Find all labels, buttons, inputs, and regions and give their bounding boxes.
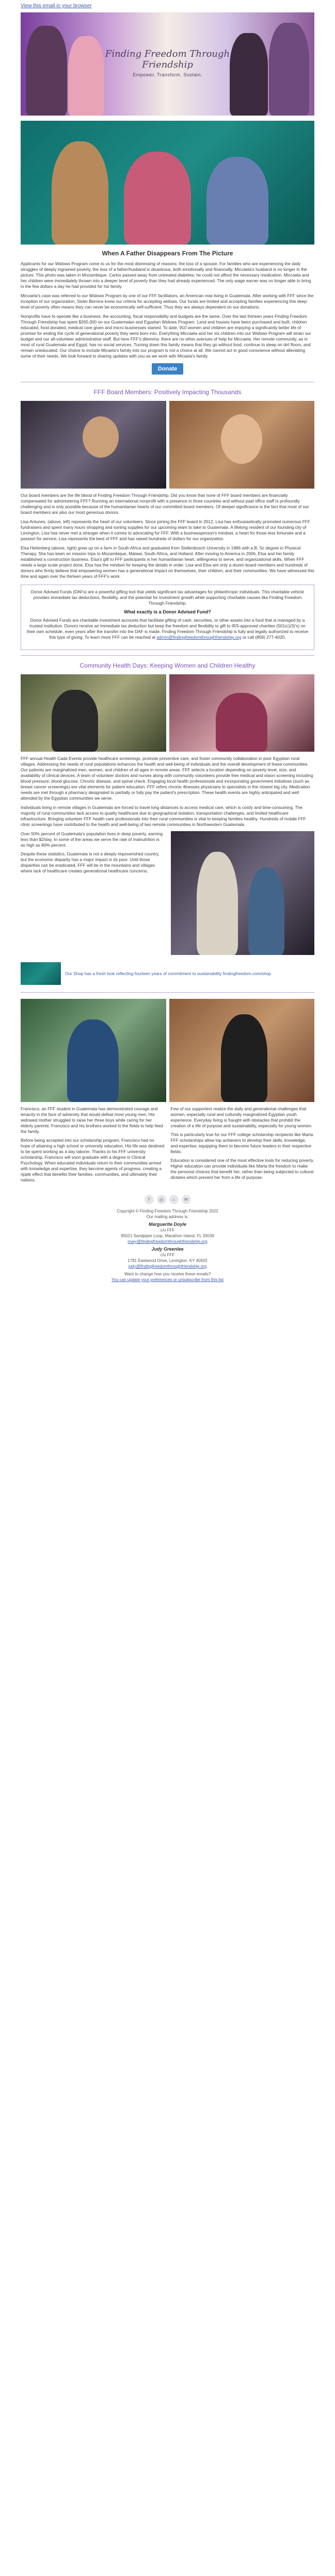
daf-phone: (859) 277-4020. bbox=[255, 635, 286, 640]
donor-advised-fund-box bbox=[21, 585, 314, 650]
daf-text: Donor Advised Funds are charitable investment accounts that facilitate gifting of cash, securities, or other assets into a fund that is managed by a trusted institution. Donors receive an immediate tax deduction but keep the freedom and flexibility to gift to IRS-approved charities (501(c)(3)'s) on their own schedule, even years after the transfer into the DAF is made. Finding Freedom Through Friendship is fully and legally authorized to receive this type of giving. To learn more FFF can be reached at bbox=[26, 618, 309, 640]
health-day-photo-1 bbox=[21, 674, 166, 752]
daf-paragraph bbox=[25, 618, 310, 640]
scholar-photo-row bbox=[21, 999, 314, 1102]
shop-callout[interactable] bbox=[21, 962, 314, 985]
footer-address: c/o FFF bbox=[160, 1253, 175, 1257]
footer-contact-name: Marguerite Doyle bbox=[148, 1222, 187, 1227]
story-4-paragraph: Before being accepted into our scholarship program, Francisco had no hope of attaining a high school or university education. His life was destined to be spent working as a day laborer. Thanks to his FFF university scholarship, Francisco will soon graduate with a degree in Clinical Psychology. When educated individuals return to their communities armed with knowledge and expertise, they become agents of progress, creating a ripple effect that benefits their families, communities, and ultimately their nations. bbox=[21, 1138, 165, 1182]
story-4-paragraph: Francisco, an FFF student in Guatemala has demonstrated courage and tenacity in the face of adversity that would defeat most young men. His widowed mother struggled to raise her three boys while caring for her elderly parents. Francisco and his brothers worked in the fields to help feed the family. bbox=[21, 1106, 163, 1134]
story-3-paragraph: FFF annual Health Cada Events provide healthcare screenings, promote preventive care, and foster community collaboration in poor Egyptian rural villages. Addressing the needs of rural populations enhances the health and well-being of individuals and the overall development of these communities. Our patients are marginalized men, women, and children of all ages in remote areas. FFF selects a location depending on poverty level, size, and availability of clinical devices. A team of volunteer doctors and nurses along with community volunteers provide free medical and vision screening including blood pressure, blood glucose, Chronic disease, and spinal check. Engaging local health professionals and incorporating government initiatives (such as breast cancer screenings) are vital elements for patient education. FFF refers chronic illnesses physicians to specialists in the closest big city. Medication needs are met through a pharmacy designated to partially or fully pay the patient's prescription. These health events are highly anticipated and well attended by the Egyptian communities we serve. bbox=[21, 756, 313, 801]
story-2-paragraph: Our board members are the life blood of Finding Freedom Through Friendship. Did you know that none of FFF board members are financially compensated for administering FFF? Running an international nonprofit with a presence in three countries and without paid office staff is profoundly challenging and is only possible because of the humanitarian hearts of our committed board members. Of deeper significance is the fact that most of our board members are also our most generous donors. bbox=[21, 493, 309, 515]
scholar-columns bbox=[21, 1106, 314, 1186]
story-3-paragraph: Individuals living in remote villages in Guatemala are forced to travel long distances to access medical care, which is costly and time-consuming. The majority of rural communities lack access to quality healthcare due to geographical isolation, transportation challenges, and limited healthcare infrastructure. Bringing volunteer FFF health care professionals into their rural communities is vital to keeping families healthy. Hundreds of mobile FFF clinic screenings have contributed to the health and well-being of two remote communities in Northwestern Guatemala. bbox=[21, 805, 306, 827]
daf-email-link[interactable]: admin@findingfreedomthroughfriendship.org bbox=[156, 635, 242, 640]
story-2-paragraph: Lisa Antunes, (above, left) represents the heart of our volunteers. Since joining the FFF board in 2012, Lisa has enthusiastically promoted numerous FFF fundraisers and spent many hours shopping and sorting supplies for our upcoming team to take to Guatemala. A lifelong resident of our founding city of Lexington, Lisa has never met a stranger when it comes to advocating for FFF. With a businessperson's mindset, a heart for those less fortunate and a passion for service, Lisa represents the best of FFF and has raised hundreds of dollars for our organization. bbox=[21, 519, 310, 541]
photo-face bbox=[221, 414, 262, 464]
website-icon[interactable]: ⌂ bbox=[169, 1195, 179, 1204]
footer-mailing-label: Our mailing address is: bbox=[146, 1214, 189, 1219]
photo-figure bbox=[52, 690, 98, 752]
scholar-photo-francisco bbox=[21, 999, 166, 1102]
story-3-paragraph: Over 50% percent of Guatemala's population lives in deep poverty, earning less than $2/day. In some of the areas we serve the rate of malnutrition is as high as 80% percent. bbox=[21, 831, 163, 848]
health-photo-row bbox=[21, 674, 314, 752]
daf-question: What exactly is a Donor Advised Fund? bbox=[124, 609, 211, 614]
story-4-paragraph: Education is considered one of the most effective tools for reducing poverty. Higher education can provide individuals like Marta the freedom to make the personal choices that benefit her, rather than being subjected to cultural dictates which prevent her from a life of purpose. bbox=[170, 1158, 314, 1180]
top-bar bbox=[0, 0, 335, 12]
story-1-paragraph: Miccaela's case was referred to our Widows Program by one of our FFF facilitators, an American now living in Guatemala. After working with FFF since the inception of our organization, Sister Bernice knew our criteria for accepting widows. Our funds are limited and accepting families experiencing this deep level of poverty often means they can never be economically self-sufficient. Thus they are always dependent on our donations. bbox=[21, 293, 314, 310]
footer-address: 1791 Eastwood Drive, Lexington, KY 40502 bbox=[127, 1258, 208, 1263]
instagram-icon[interactable]: ◎ bbox=[157, 1195, 166, 1204]
story-4-paragraph: Few of our supporters realize the daily and generational challenges that women, especially rural and culturally marginalized Egyptian youth experience. Everyday living is fraught with obstacles that prohibit the creation of a life of purpose and sustainability, especially for young women. bbox=[170, 1106, 313, 1128]
board-member-photo-elsa bbox=[169, 401, 315, 489]
photo-figure bbox=[216, 693, 267, 752]
scholar-photo-marta bbox=[169, 999, 315, 1102]
photo-figure bbox=[52, 141, 108, 245]
board-member-photo-lisa bbox=[21, 401, 166, 489]
footer-address: c/o FFF bbox=[160, 1228, 175, 1233]
story-1-paragraph: Applicants for our Widows Program come to us for the most distressing of reasons: the loss of a spouse. For families who are experiencing the daily struggles of deeply ingrained poverty, the loss of a father/husband is disastrous, both emotionally and financially. Miccaela's husband is no longer in the picture. This photo was taken in Mozambique. Carlos passed away from untreated diabetes; he could not afford the necessary medication. Miccaela and her children were immediately thrown into a deeper level of poverty than they had already experienced. The only wage earner was no longer able to bring in the few dollars a day he had provided for his family. bbox=[21, 261, 311, 289]
health-columns bbox=[21, 831, 314, 955]
widow-family-photo bbox=[21, 121, 314, 245]
donate-button[interactable]: Donate bbox=[152, 363, 183, 375]
photo-face bbox=[83, 416, 119, 458]
footer-email-link[interactable]: judy@findingfreedomthroughfriendship.org bbox=[128, 1264, 207, 1269]
footer-contact-name: Judy Greenlee bbox=[151, 1246, 184, 1252]
photo-figure bbox=[124, 152, 191, 245]
story-1-paragraph: Nonprofits have to operate like a business: the accounting, fiscal responsibility and budgets are the same. Over the last thirteen years Finding Freedom Through Friendship has spent $265,000 on our Guatemalan and Egyptian Widows Program. Land and houses have been purchased and built, children educated, food donated, medical care given and micro businesses started. To date, 910 women and children are enjoying a significantly better life of promise for ending the cycle of generational poverty they were born into. Everything Miccaela and her six children into our Widows Program will strain our budget and our all-volunteer administrative staff. But here FFF's dilemma: there are no other avenues of help for Miccaela. Her remote community, as in most of rural Guatemala and Egypt, has no social services. Turning down this family means that they go without food, continue to sleep on dirt floors, and remain uneducated. Our choice to include Micaela's family into our program is not a choice at all. We cannot act in good conscience without alleviating some of their needs. We look forward to sharing updates with you as we work with Micaela's family. bbox=[21, 314, 311, 359]
daf-paragraph: Donor Advised Funds (DAFs) are a powerful gifting tool that yields significant tax advantages for philanthropic individuals. This charitable vehicle provides immediate tax deductions, flexibility, and the potential for investment growth while supporting charitable causes like Finding Freedom Through Friendship. bbox=[30, 589, 305, 606]
footer bbox=[0, 1208, 335, 1283]
footer-change-text: Want to change how you receive these emails? bbox=[124, 1272, 211, 1276]
header-banner bbox=[21, 12, 314, 116]
unsubscribe-link[interactable]: You can update your preferences or unsubscribe from this list bbox=[111, 1277, 224, 1282]
story-1-title: When A Father Disappears From The Picture bbox=[102, 250, 233, 257]
story-2-paragraph: Elsa Heiterberg (above, right) grew up on a farm in South Africa and graduated from Stellenbosch University in 1986 with a B. Sc degree in Physical Therapy. She has been on mission trips to Mozambique, Malawi, South Africa, and Holland. After moving to America in 2006, Elsa and her family established a construction business. Elsa's gift to FFF participants is her humanitarian heart, willingness to serve, and organizational skills. When FFF needs a large scale project done, Elsa has the mindset for keeping the details in order. Lisa and Elsa are only a dozen board members and hundreds of donors who firmly believe that empowering women has a generational impact on themselves, their children, and their communities. We have witnessed this time and again over the thirteen years of FFF's work. bbox=[21, 545, 314, 579]
logo-tagline: Empower. Transform. Sustain. bbox=[133, 72, 202, 77]
photo-figure bbox=[221, 1014, 267, 1102]
photo-figure bbox=[248, 867, 284, 955]
banner-photo-woman-1 bbox=[26, 26, 67, 116]
guatemala-clinic-photo bbox=[171, 831, 315, 955]
email-body bbox=[0, 0, 335, 1283]
shop-link[interactable]: Our Shop has a fresh look reflecting fourteen years of commitment to sustainability findingfreedom.com/shop bbox=[65, 970, 271, 976]
story-2-title: FFF Board Members: Positively Impacting Thousands bbox=[93, 388, 242, 396]
section-divider bbox=[21, 655, 314, 656]
story-3-title: Community Health Days: Keeping Women and Children Healthy bbox=[79, 662, 256, 669]
email-icon[interactable]: ✉ bbox=[182, 1195, 191, 1204]
footer-copyright: Copyright © Finding Freedom Through Friendship 2022 bbox=[117, 1209, 218, 1213]
photo-figure bbox=[197, 852, 238, 955]
facebook-icon[interactable]: f bbox=[145, 1195, 154, 1204]
daf-or: or call bbox=[242, 635, 254, 640]
logo-text: Finding Freedom Through Friendship bbox=[105, 48, 230, 70]
logo-mark bbox=[90, 48, 245, 77]
footer-email-link[interactable]: mary@findingfreedomthroughfriendship.org bbox=[127, 1239, 208, 1244]
health-text-column bbox=[21, 831, 165, 955]
photo-figure bbox=[67, 1019, 119, 1102]
section-divider bbox=[21, 992, 314, 993]
scholar-column-left bbox=[21, 1106, 165, 1186]
social-icons bbox=[0, 1194, 335, 1204]
photo-figure bbox=[206, 157, 268, 245]
board-photo-row bbox=[21, 401, 314, 489]
health-day-photo-2 bbox=[169, 674, 315, 752]
view-in-browser-link[interactable]: View this email in your browser bbox=[21, 3, 92, 9]
story-3-paragraph: Despite these statistics, Guatemala is not a deeply impoverished country, but the economic disparity has a major impact in its poor. Until those disparities can be eradicated, FFF will be in the mountains and villages where lack of healthcare creates generational healthcare concerns. bbox=[21, 851, 159, 873]
banner-photo-woman-4 bbox=[269, 23, 309, 116]
scholar-column-right bbox=[171, 1106, 315, 1186]
story-4-paragraph: This is particularly true for our FFF college scholarship recipients like Marta. FFF scholarships allow top achievers to develop their skills, knowledge, and expertise, equipping them to become future leaders in their respective fields. bbox=[170, 1132, 314, 1154]
footer-address: 95021 Sandpiper Loop, Marathon Island, FL 33036 bbox=[121, 1234, 214, 1238]
shop-thumbnail bbox=[21, 962, 61, 985]
